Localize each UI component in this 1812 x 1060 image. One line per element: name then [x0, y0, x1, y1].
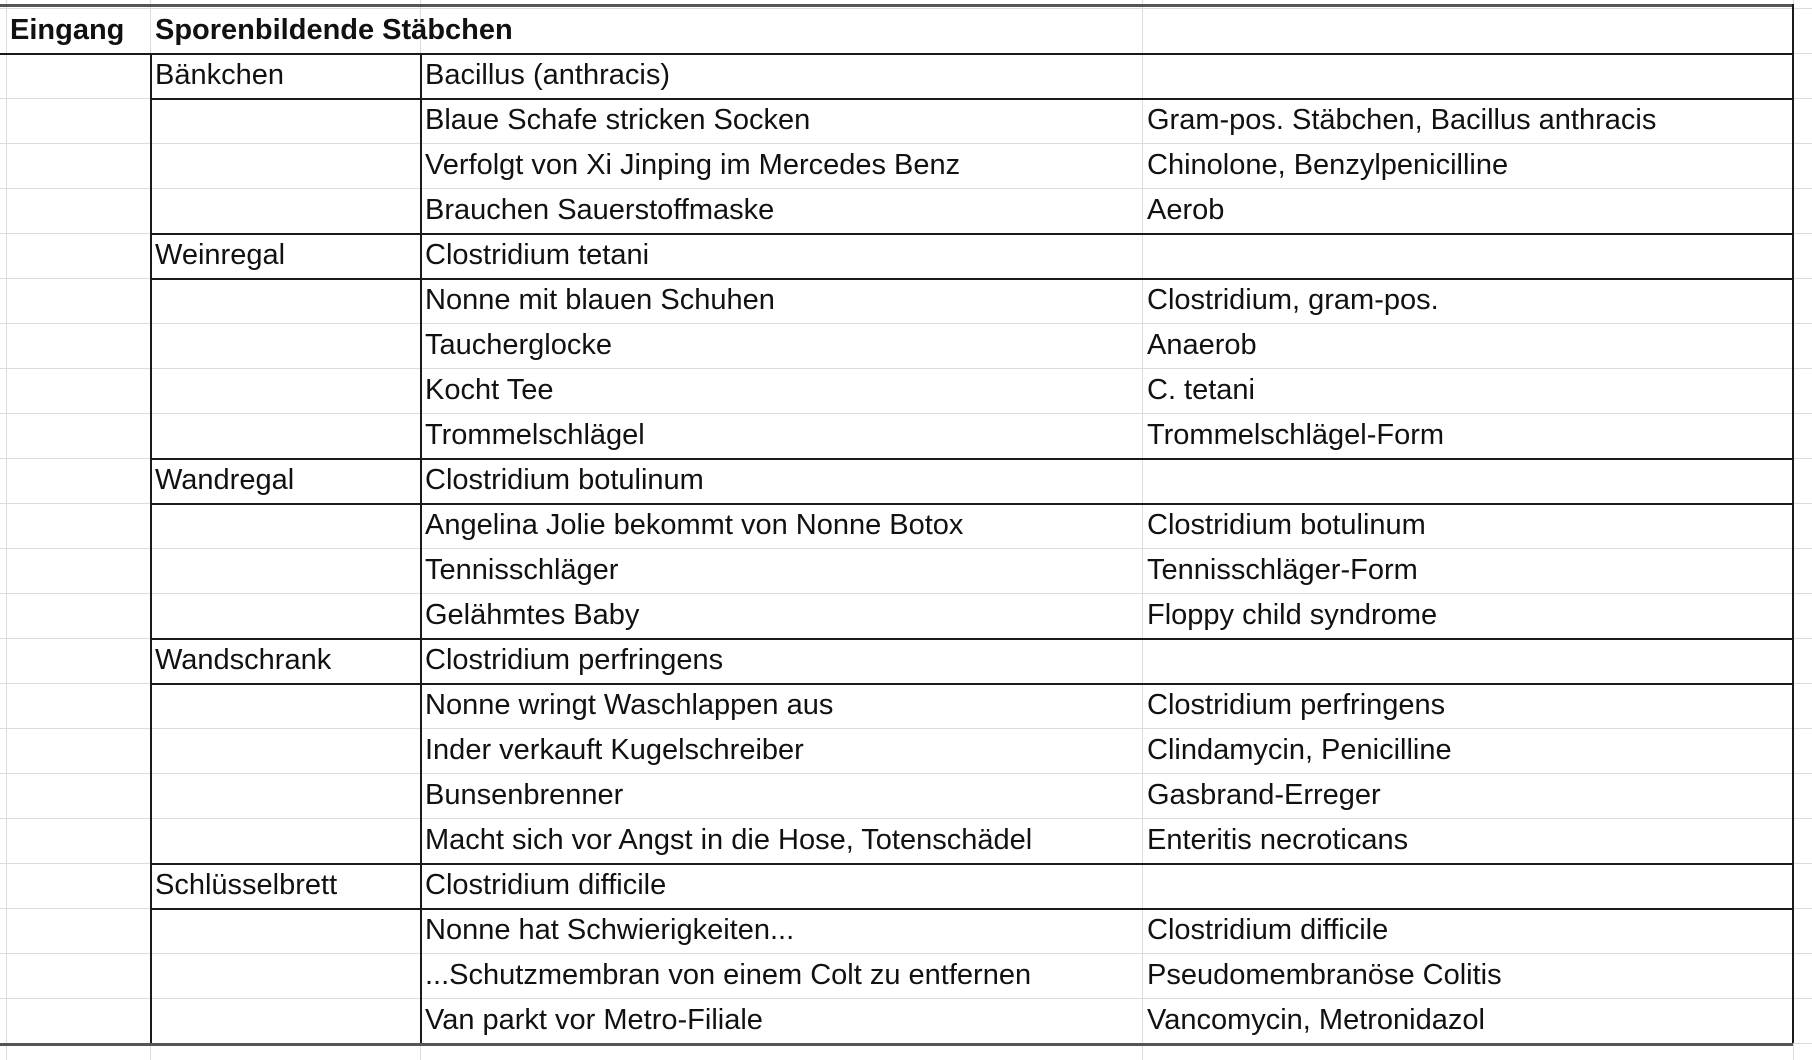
mnemonic-cell[interactable]: Nonne mit blauen Schuhen [425, 284, 775, 316]
mnemonic-cell[interactable]: Kocht Tee [425, 374, 554, 406]
mnemonic-cell[interactable]: Gelähmtes Baby [425, 599, 640, 631]
border-organism-bottom [150, 683, 1793, 685]
mnemonic-cell[interactable]: Trommelschlägel [425, 419, 645, 451]
border-group-top [150, 863, 1793, 865]
border-organism-bottom [150, 908, 1793, 910]
border-bottom [0, 1043, 1793, 1046]
border-col-a [150, 53, 152, 1043]
gridline-row [0, 773, 1812, 774]
mnemonic-cell[interactable]: Taucherglocke [425, 329, 612, 361]
gridline-row [0, 368, 1812, 369]
organism-cell[interactable]: Bacillus (anthracis) [425, 59, 670, 91]
meaning-cell[interactable]: Floppy child syndrome [1147, 599, 1438, 631]
mnemonic-cell[interactable]: Nonne wringt Waschlappen aus [425, 689, 834, 721]
gridline-col [6, 0, 7, 1060]
mnemonic-cell[interactable]: Verfolgt von Xi Jinping im Mercedes Benz [425, 149, 961, 181]
meaning-cell[interactable]: Aerob [1147, 194, 1225, 226]
location-cell[interactable]: Wandregal [155, 464, 295, 496]
mnemonic-cell[interactable]: Angelina Jolie bekommt von Nonne Botox [425, 509, 964, 541]
mnemonic-cell[interactable]: Van parkt vor Metro-Filiale [425, 1004, 763, 1036]
mnemonic-cell[interactable]: Blaue Schafe stricken Socken [425, 104, 811, 136]
organism-cell[interactable]: Clostridium perfringens [425, 644, 724, 676]
border-col-b [420, 53, 422, 1043]
mnemonic-cell[interactable]: Brauchen Sauerstoffmaske [425, 194, 775, 226]
meaning-cell[interactable]: Enteritis necroticans [1147, 824, 1409, 856]
meaning-cell[interactable]: Clostridium, gram-pos. [1147, 284, 1439, 316]
organism-cell[interactable]: Clostridium difficile [425, 869, 667, 901]
meaning-cell[interactable]: C. tetani [1147, 374, 1255, 406]
border-group-top [150, 233, 1793, 235]
gridline-row [0, 413, 1812, 414]
gridline-row [0, 188, 1812, 189]
border-group-top [150, 638, 1793, 640]
mnemonic-cell[interactable]: Tennisschläger [425, 554, 619, 586]
header-title[interactable]: Sporenbildende Stäbchen [155, 14, 513, 46]
meaning-cell[interactable]: Pseudomembranöse Colitis [1147, 959, 1502, 991]
header-eingang[interactable]: Eingang [10, 14, 125, 46]
location-cell[interactable]: Schlüsselbrett [155, 869, 338, 901]
gridline-row [0, 323, 1812, 324]
border-top [0, 4, 1793, 7]
mnemonic-cell[interactable]: ...Schutzmembran von einem Colt zu entfernen [425, 959, 1032, 991]
gridline-row [0, 728, 1812, 729]
location-cell[interactable]: Weinregal [155, 239, 286, 271]
gridline-col [1142, 0, 1143, 1060]
border-organism-bottom [150, 278, 1793, 280]
meaning-cell[interactable]: Tennisschläger-Form [1147, 554, 1418, 586]
organism-cell[interactable]: Clostridium tetani [425, 239, 650, 271]
meaning-cell[interactable]: Chinolone, Benzylpenicilline [1147, 149, 1509, 181]
mnemonic-cell[interactable]: Macht sich vor Angst in die Hose, Totenschädel [425, 824, 1033, 856]
meaning-cell[interactable]: Clostridium perfringens [1147, 689, 1446, 721]
location-cell[interactable]: Bänkchen [155, 59, 284, 91]
gridline-row [0, 998, 1812, 999]
border-organism-bottom [150, 503, 1793, 505]
meaning-cell[interactable]: Vancomycin, Metronidazol [1147, 1004, 1485, 1036]
meaning-cell[interactable]: Clostridium botulinum [1147, 509, 1426, 541]
gridline-row [0, 548, 1812, 549]
meaning-cell[interactable]: Clostridium difficile [1147, 914, 1389, 946]
border-right [1792, 4, 1794, 1043]
meaning-cell[interactable]: Clindamycin, Penicilline [1147, 734, 1452, 766]
gridline-row [0, 593, 1812, 594]
mnemonic-cell[interactable]: Bunsenbrenner [425, 779, 624, 811]
meaning-cell[interactable]: Anaerob [1147, 329, 1257, 361]
mnemonic-cell[interactable]: Nonne hat Schwierigkeiten... [425, 914, 795, 946]
border-group-top [150, 458, 1793, 460]
location-cell[interactable]: Wandschrank [155, 644, 332, 676]
meaning-cell[interactable]: Gram-pos. Stäbchen, Bacillus anthracis [1147, 104, 1657, 136]
mnemonic-cell[interactable]: Inder verkauft Kugelschreiber [425, 734, 804, 766]
meaning-cell[interactable]: Trommelschlägel-Form [1147, 419, 1445, 451]
meaning-cell[interactable]: Gasbrand-Erreger [1147, 779, 1381, 811]
organism-cell[interactable]: Clostridium botulinum [425, 464, 704, 496]
